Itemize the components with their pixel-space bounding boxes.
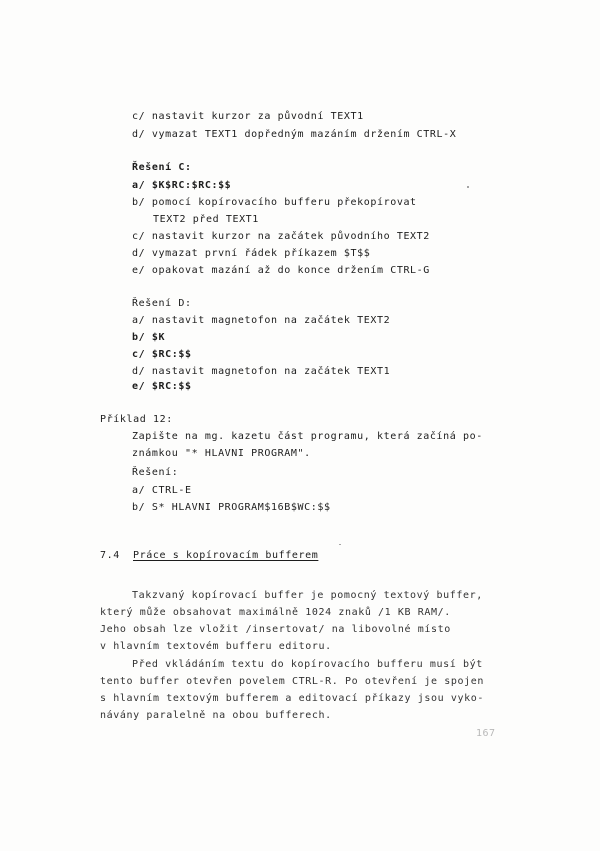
step-c-cursor-text1: c/ nastavit kurzor za původní TEXT1 — [132, 111, 364, 122]
solution-c-step-a: a/ $K$RC:$RC:$$ — [132, 180, 232, 191]
paragraph-2-line-4: návány paralelně na obou bufferech. — [100, 710, 332, 721]
scan-speck — [467, 186, 469, 188]
paragraph-1-line-4: v hlavním textovém bufferu editoru. — [100, 641, 332, 652]
example-12-task-line1: Zapište na mg. kazetu část programu, která začíná po- — [132, 431, 483, 442]
solution-d-step-b: b/ $K — [132, 332, 166, 343]
example-12-task-line2: známkou "* HLAVNI PROGRAM". — [132, 448, 311, 459]
solution-c-step-c: c/ nastavit kurzor na začátek původního TEXT2 — [132, 231, 430, 242]
solution-d-heading: Řešení D: — [132, 298, 192, 309]
section-title: Práce s kopírovacím bufferem — [133, 550, 319, 561]
solution-c-step-e: e/ opakovat mazání až do konce držením CTRL-G — [132, 265, 430, 276]
example-12-solution-heading: Řešení: — [132, 467, 179, 478]
solution-d-step-d: d/ nastavit magnetofon na začátek TEXT1 — [132, 366, 391, 377]
example-12-step-b: b/ S* HLAVNI PROGRAM$16B$WC:$$ — [132, 502, 331, 513]
paragraph-1-line-3: Jeho obsah lze vložit /insertovat/ na libovolné místo — [100, 624, 451, 635]
page-number: 167 — [476, 728, 496, 739]
paragraph-2-line-2: tento buffer otevřen povelem CTRL-R. Po otevření je spojen — [100, 676, 484, 687]
solution-c-step-d: d/ vymazat první řádek příkazem $T$$ — [132, 248, 371, 259]
solution-c-step-b-line1: b/ pomocí kopírovacího bufferu překopírovat — [132, 197, 417, 208]
solution-c-step-b-line2: TEXT2 před TEXT1 — [153, 214, 259, 225]
paragraph-2-line-1: Před vkládáním textu do kopírovacího bufferu musí být — [132, 659, 483, 670]
section-number: 7.4 — [100, 550, 120, 561]
solution-d-step-a: a/ nastavit magnetofon na začátek TEXT2 — [132, 315, 391, 326]
example-12-heading: Příklad 12: — [100, 414, 173, 425]
paragraph-2-line-3: s hlavním textovým bufferem a editovací příkazy jsou vyko- — [100, 693, 484, 704]
solution-d-step-e: e/ $RC:$$ — [132, 381, 192, 392]
scan-speck — [339, 544, 341, 545]
solution-c-heading: Řešení C: — [132, 162, 192, 173]
step-d-delete-text1: d/ vymazat TEXT1 dopředným mazáním držením CTRL-X — [132, 129, 457, 140]
paragraph-1-line-1: Takzvaný kopírovací buffer je pomocný textový buffer, — [132, 590, 483, 601]
solution-d-step-c: c/ $RC:$$ — [132, 349, 192, 360]
example-12-step-a: a/ CTRL-E — [132, 485, 192, 496]
paragraph-1-line-2: který může obsahovat maximálně 1024 znaků /1 KB RAM/. — [100, 607, 451, 618]
